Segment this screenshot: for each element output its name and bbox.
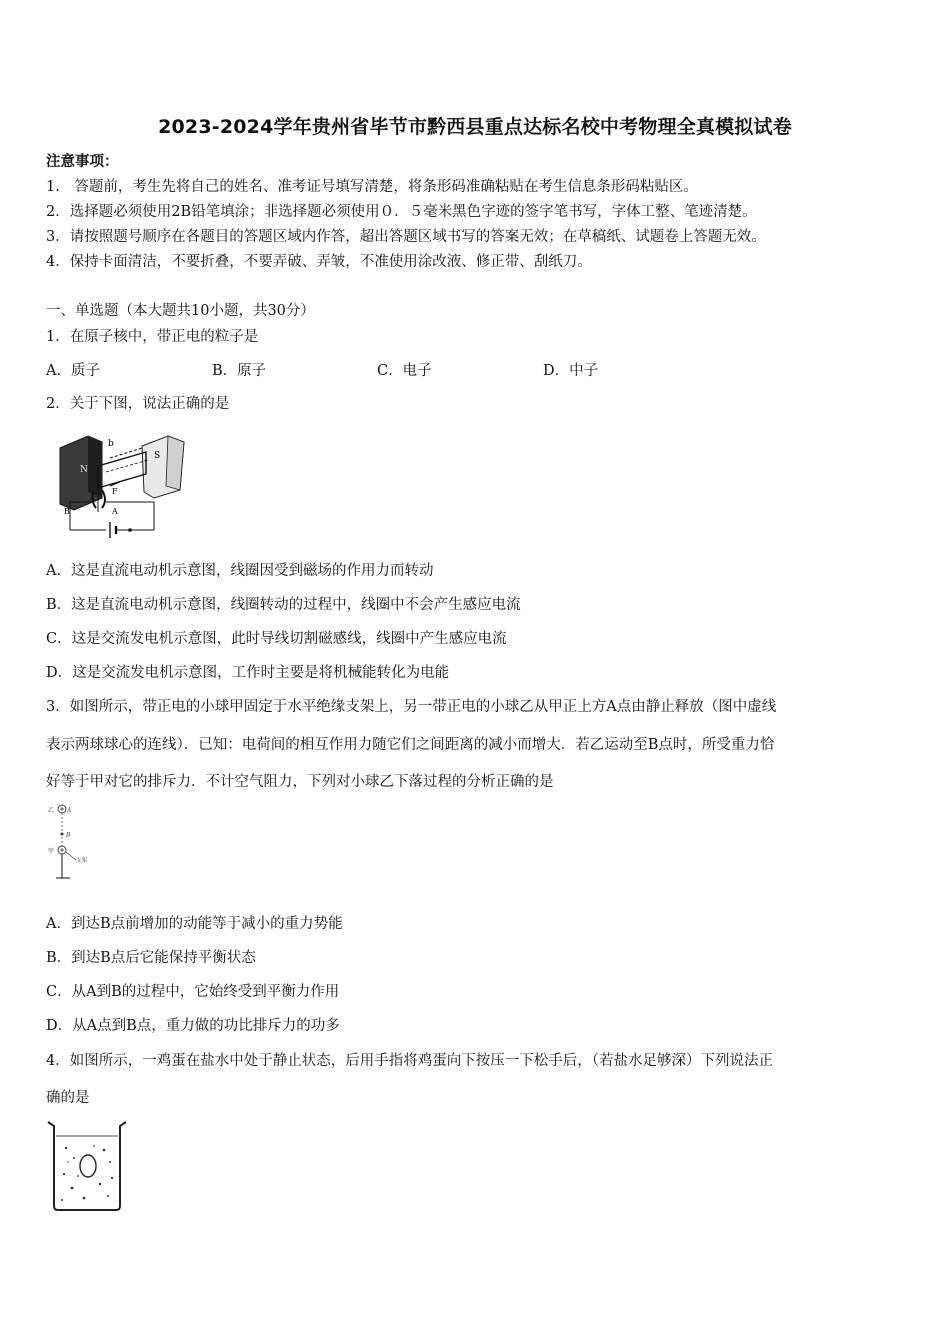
page-title: 2023-2024学年贵州省毕节市黔西县重点达标名校中考物理全真模拟试卷 xyxy=(158,116,792,138)
q3-label-support: 支架 xyxy=(76,858,88,864)
q1-stem: 1．在原子核中，带正电的粒子是 xyxy=(46,329,259,345)
q4-stem-line-1: 4．如图所示，一鸡蛋在盐水中处于静止状态，后用手指将鸡蛋向下按压一下松手后，（若盐水足够深）下列说法正 xyxy=(46,1053,773,1069)
q3-label-jia: 甲 xyxy=(48,848,55,855)
q3-option-c: C．从A到B的过程中，它始终受到平衡力作用 xyxy=(46,984,340,1000)
q2-option-c: C．这是交流发电机示意图，此时导线切割磁感线，线圈中产生感应电流 xyxy=(46,631,507,647)
notice-item-4: 4．保持卡面清洁，不要折叠，不要弄破、弄皱，不准使用涂改液、修正带、刮纸刀。 xyxy=(46,254,592,270)
q2-option-b: B．这是直流电动机示意图，线圈转动的过程中，线圈中不会产生感应电流 xyxy=(46,597,521,613)
q2-option-d: D．这是交流发电机示意图，工作时主要是将机械能转化为电能 xyxy=(46,665,450,681)
q3-label-a: A xyxy=(67,807,72,814)
section-heading: 一、单选题（本大题共10小题，共30分） xyxy=(46,303,315,319)
q2-label-brush-a: A xyxy=(112,507,118,516)
notice-item-2: 2．选择题必须使用2B铅笔填涂；非选择题必须使用０．５毫米黑色字迹的签字笔书写，字体工整、笔迹清楚。 xyxy=(46,204,757,220)
q3-option-d: D．从A点到B点，重力做的功比排斥力的功多 xyxy=(46,1018,340,1034)
q3-option-a: A．到达B点前增加的动能等于减小的重力势能 xyxy=(46,916,343,932)
q2-option-a: A．这是直流电动机示意图，线圈因受到磁场的作用力而转动 xyxy=(46,563,434,579)
q3-stem-line-2: 表示两球球心的连线）．已知：电荷间的相互作用力随它们之间距离的减小而增大．若乙运动至B点时，所受重力恰 xyxy=(46,737,775,753)
q1-option-b: B．原子 xyxy=(212,363,267,379)
q2-label-brush-b: B xyxy=(64,507,70,516)
notice-item-1: 1. 答题前，考生先将自己的姓名、准考证号填写清楚，将条形码准确粘贴在考生信息条形码粘贴区。 xyxy=(46,179,698,195)
q2-motor-figure xyxy=(50,428,190,540)
q2-label-f: F xyxy=(112,487,118,496)
q3-charge-figure xyxy=(44,802,104,882)
q3-label-b: B xyxy=(66,832,71,839)
q4-stem-line-2: 确的是 xyxy=(46,1090,90,1106)
q3-stem-line-3: 好等于甲对它的排斥力．不计空气阻力，下列对小球乙下落过程的分析正确的是 xyxy=(46,774,554,790)
q3-label-yi: 乙 xyxy=(48,807,55,814)
q4-beaker-figure xyxy=(44,1118,132,1214)
q1-option-c: C．电子 xyxy=(377,363,432,379)
q2-label-s: S xyxy=(154,451,161,461)
q1-option-d: D．中子 xyxy=(543,363,599,379)
notice-heading: 注意事项： xyxy=(46,153,119,170)
q3-option-b: B．到达B点后它能保持平衡状态 xyxy=(46,950,256,966)
notice-item-3: 3．请按照题号顺序在各题目的答题区域内作答，超出答题区域书写的答案无效；在草稿纸、试题卷上答题无效。 xyxy=(46,229,766,245)
q2-stem: 2．关于下图，说法正确的是 xyxy=(46,396,230,412)
q3-stem-line-1: 3．如图所示，带正电的小球甲固定于水平绝缘支架上，另一带正电的小球乙从甲正上方A点由静止释放（图中虚线 xyxy=(46,699,777,715)
q1-option-a: A．质子 xyxy=(46,363,100,379)
q2-label-b: b xyxy=(108,439,114,449)
q2-label-n: N xyxy=(80,465,88,475)
q1-options xyxy=(46,359,906,379)
